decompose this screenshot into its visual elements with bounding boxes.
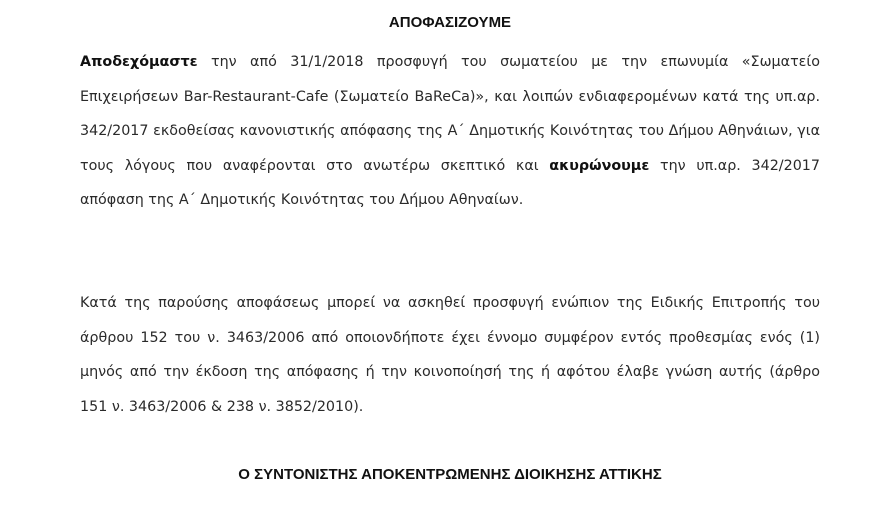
signatory-heading: Ο ΣΥΝΤΟΝΙΣΤΗΣ ΑΠΟΚΕΝΤΡΩΜΕΝΗΣ ΔΙΟΙΚΗΣΗΣ ΑΤΤΙΚΗΣ bbox=[238, 466, 662, 483]
decision-text-part2: την υπ.αρ. 342/2017 απόφαση της Α΄ Δημοτικής Κοινότητας του Δήμου Αθηναίων. bbox=[80, 157, 821, 208]
annul-keyword: ακυρώνουμε bbox=[549, 157, 650, 174]
decision-paragraph bbox=[80, 45, 820, 218]
decision-heading: ΑΠΟΦΑΣΙΖΟΥΜΕ bbox=[388, 14, 512, 31]
decision-text-part1: την από 31/1/2018 προσφυγή του σωματείου με την επωνυμία «Σωματείο Επιχειρήσεων Bar-Restaurant-Cafe (Σωματείο BaReCa)», και λοιπών ενδιαφερομένων κατά της υπ.αρ. 342/2017 εκδοθείσας κανονιστικής απόφασης της Α΄ Δημοτικής Κοινότητας του Δήμου Αθηνάιων, για τους λόγους που αναφέρονται στο ανωτέρω σκεπτικό και bbox=[80, 54, 820, 174]
accept-keyword: Αποδεχόμαστε bbox=[80, 54, 198, 70]
appeal-paragraph: Κατά της παρούσης αποφάσεως μπορεί να ασκηθεί προσφυγή ενώπιον της Ειδικής Επιτροπής του άρθρου 152 του ν. 3463/2006 από οποιονδήποτε έχει έννομο συμφέρον εντός προθεσμίας ενός (1) μηνός από την έκδοση της απόφασης ή την κοινοποίησή της ή αφότου έλαβε γνώση αυτής (άρθρο 151 ν. 3463/2006 & 238 ν. 3852/2010). bbox=[80, 295, 820, 415]
